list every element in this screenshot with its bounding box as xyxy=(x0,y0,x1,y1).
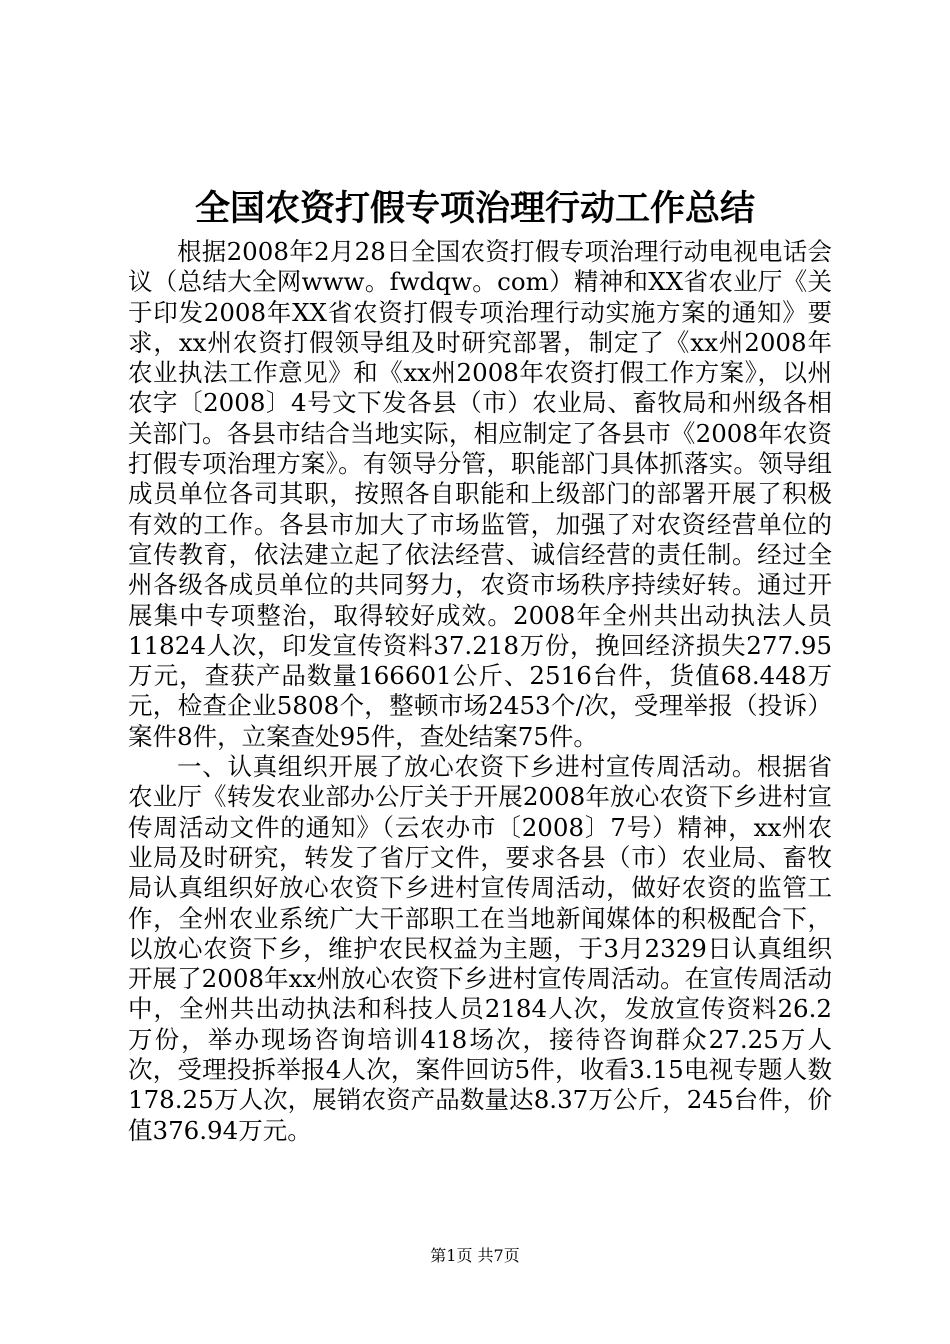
document-body xyxy=(128,237,832,1146)
paragraph-section-one: 一、认真组织开展了放心农资下乡进村宣传周活动。根据省农业厅《转发农业部办公厅关于开展2008年放心农资下乡进村宣传周活动文件的通知》（云农办市〔2008〕7号）精神，xx州农业局及时研究，转发了省厅文件，要求各县（市）农业局、畜牧局认真组织好放心农资下乡进村宣传周活动，做好农资的监管工作，全州农业系统广大干部职工在当地新闻媒体的积极配合下，以放心农资下乡，维护农民权益为主题，于3月2329日认真组织开展了2008年xx州放心农资下乡进村宣传周活动。在宣传周活动中，全州共出动执法和科技人员2184人次，发放宣传资料26.2万份，举办现场咨询培训418场次，接待咨询群众27.25万人次，受理投拆举报4人次，案件回访5件，收看3.15电视专题人数178.25万人次，展销农资产品数量达8.37万公斤，245台件，价值376.94万元。 xyxy=(128,752,832,1145)
page-number-footer: 第1页 共7页 xyxy=(430,1246,520,1265)
document-title: 全国农资打假专项治理行动工作总结 xyxy=(194,188,755,229)
paragraph-summary: 根据2008年2月28日全国农资打假专项治理行动电视电话会议（总结大全网www。fwdqw。com）精神和XX省农业厅《关于印发2008年XX省农资打假专项治理行动实施方案的通知》要求，xx州农资打假领导组及时研究部署，制定了《xx州2008年农业执法工作意见》和《xx州2008年农资打假工作方案》，以州农字〔2008〕4号文下发各县（市）农业局、畜牧局和州级各相关部门。各县市结合当地实际，相应制定了各县市《2008年农资打假专项治理方案》。有领导分管，职能部门具体抓落实。领导组成员单位各司其职，按照各自职能和上级部门的部署开展了积极有效的工作。各县市加大了市场监管，加强了对农资经营单位的宣传教育，依法建立起了依法经营、诚信经营的责任制。经过全州各级各成员单位的共同努力，农资市场秩序持续好转。通过开展集中专项整治，取得较好成效。2008年全州共出动执法人员11824人次，印发宣传资料37.218万份，挽回经济损失277.95万元，查获产品数量166601公斤、2516台件，货值68.448万元，检查企业5808个，整顿市场2453个/次，受理举报（投诉）案件8件，立案查处95件，查处结案75件。 xyxy=(128,237,832,751)
